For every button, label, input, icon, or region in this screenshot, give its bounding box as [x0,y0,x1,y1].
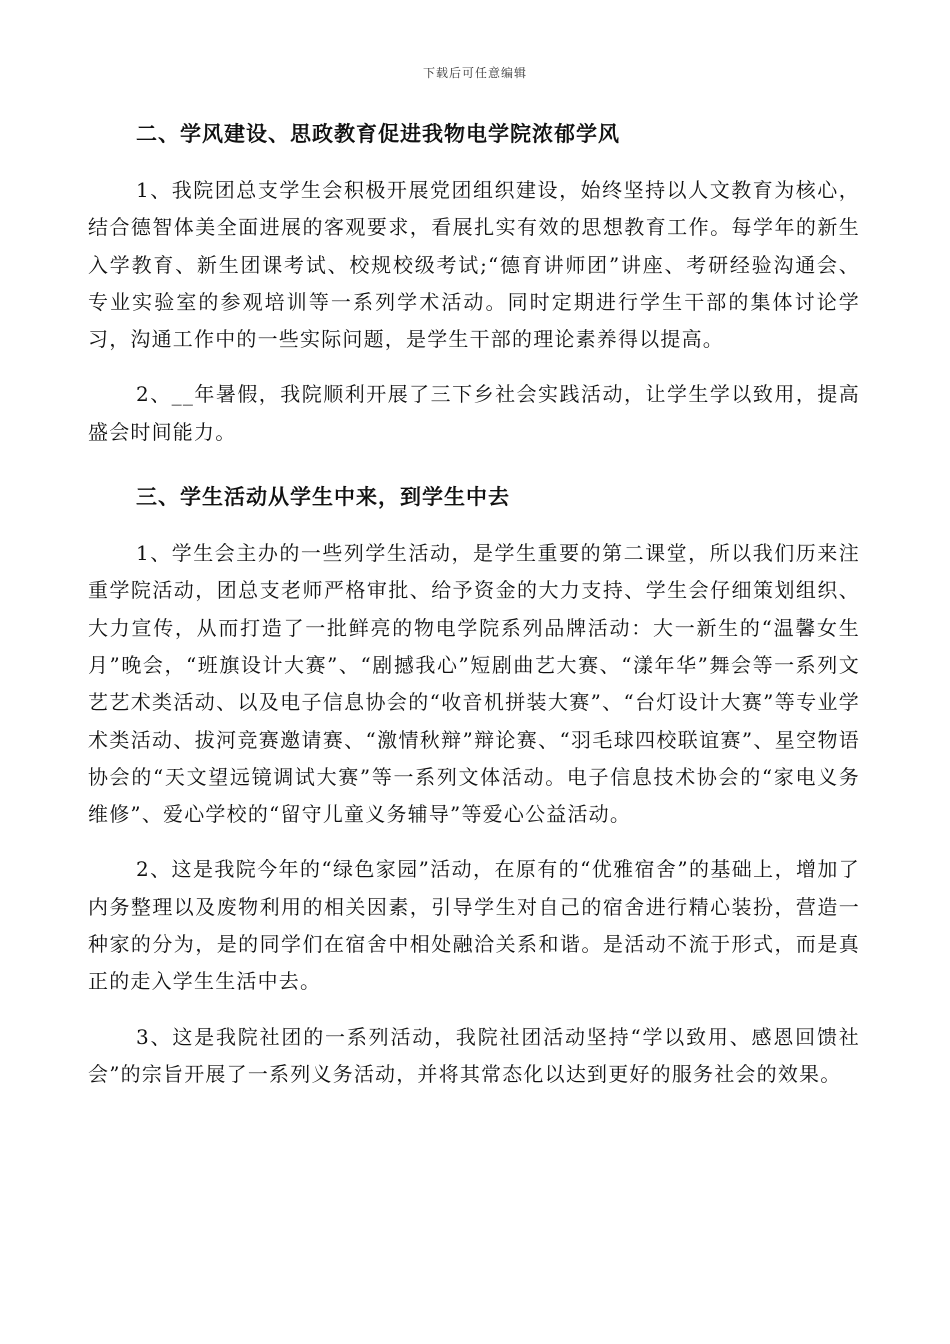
paragraph: 1、我院团总支学生会积极开展党团组织建设，始终坚持以人文教育为核心，结合德智体美全面进展的客观要求，看展扎实有效的思想教育工作。每学年的新生入学教育、新生团课考试、校规校级考试;“德育讲师团”讲座、考研经验沟通会、专业实验室的参观培训等一系列学术活动。同时定期进行学生干部的集体讨论学习，沟通工作中的一些实际问题，是学生干部的理论素养得以提高。 [88,178,860,352]
paragraph: 1、学生会主办的一些列学生活动，是学生重要的第二课堂，所以我们历来注重学院活动，团总支老师严格审批、给予资金的大力支持、学生会仔细策划组织、大力宣传，从而打造了一批鲜亮的物电学院系列品牌活动：大一新生的“温馨女生月”晚会，“班旗设计大赛”、“剧撼我心”短剧曲艺大赛、“漾年华”舞会等一系列文艺艺术类活动、以及电子信息协会的“收音机拼装大赛”、“台灯设计大赛”等专业学术类活动、拔河竞赛邀请赛、“激情秋辩”辩论赛、“羽毛球四校联谊赛”、星空物语协会的“天文望远镜调试大赛”等一系列文体活动。电子信息技术协会的“家电义务维修”、爱心学校的“留守儿童义务辅导”等爱心公益活动。 [88,541,860,827]
paragraph: 2、__年暑假，我院顺利开展了三下乡社会实践活动，让学生学以致用，提高盛会时间能力。 [88,382,860,444]
document-body [88,118,860,1093]
header-note: 下载后可任意编辑 [422,66,527,80]
paragraph: 3、这是我院社团的一系列活动，我院社团活动坚持“学以致用、感恩回馈社会”的宗旨开展了一系列义务活动，并将其常态化以达到更好的服务社会的效果。 [88,1024,860,1086]
paragraph: 2、这是我院今年的“绿色家园”活动，在原有的“优雅宿舍”的基础上，增加了内务整理以及废物利用的相关因素，引导学生对自己的宿舍进行精心装扮，营造一种家的分为，是的同学们在宿舍中相处融洽关系和谐。是活动不流于形式，而是真正的走入学生生活中去。 [88,857,860,994]
section-heading-2: 二、学风建设、思政教育促进我物电学院浓郁学风 [136,122,620,146]
section-heading-3: 三、学生活动从学生中来，到学生中去 [136,485,510,510]
